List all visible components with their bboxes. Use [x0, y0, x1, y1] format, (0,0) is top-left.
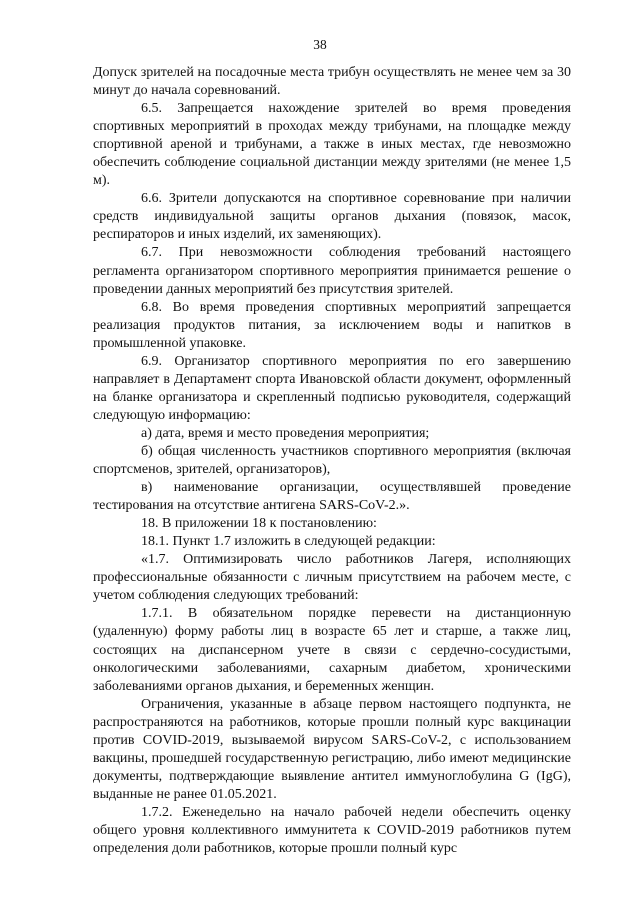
list-item-v: в) наименование организации, осуществлявшей проведение тестирования на отсутствие антигена SARS-CoV-2.». — [93, 480, 571, 514]
paragraph-6-9: 6.9. Организатор спортивного мероприятия по его завершению направляет в Департамент спорта Ивановской области документ, оформленный на бланке организатора и скрепленный подписью руководителя, содержащий следующую информацию: — [93, 353, 571, 423]
list-item-b: б) общая численность участников спортивного мероприятия (включая спортсменов, зрителей, организаторов), — [93, 443, 571, 478]
paragraph-spectators-seating: Допуск зрителей на посадочные места трибун осуществлять не менее чем за 30 минут до начала соревнований. — [93, 65, 571, 99]
paragraph-6-7: 6.7. При невозможности соблюдения требований настоящего регламента организатором спортивного мероприятия принимается решение о проведении данных мероприятий без присутствия зрителей. — [93, 245, 571, 297]
paragraph-1-7-2: 1.7.2. Еженедельно на начало рабочей недели обеспечить оценку общего уровня коллективного иммунитета к COVID-2019 работников путем определения доли работников, которые прошли полный курс — [93, 804, 571, 857]
page-number: 38 — [313, 37, 327, 52]
paragraph-1-7-1: 1.7.1. В обязательном порядке перевести на дистанционную (удаленную) форму работы лиц в возрасте 65 лет и старше, а также лиц, состоящих на диспансерном учете в связи с сердечно-сосудистыми, онкологическими заболеваниями, сахарным диабетом, хроническими заболеваниями органов дыхания, и беременных женщин. — [93, 606, 571, 694]
paragraph-6-6: 6.6. Зрители допускаются на спортивное соревнование при наличии средств индивидуальной защиты органов дыхания (повязок, масок, респираторов и иных изделий, их заменяющих). — [93, 191, 571, 243]
paragraph-6-5: 6.5. Запрещается нахождение зрителей во время проведения спортивных мероприятий в проходах между трибунами, на площадке между спортивной ареной и трибунами, а также в иных местах, где невозможно обеспечить соблюдение социальной дистанции между зрителями (не менее 1,5 м). — [93, 101, 571, 189]
paragraph-18: 18. В приложении 18 к постановлению: — [141, 516, 377, 532]
paragraph-1-7: «1.7. Оптимизировать число работников Лагеря, исполняющих профессиональные обязанности с личным присутствием на рабочем месте, с учетом соблюдения следующих требований: — [93, 552, 571, 604]
paragraph-18-1: 18.1. Пункт 1.7 изложить в следующей редакции: — [141, 534, 436, 550]
paragraph-restrictions: Ограничения, указанные в абзаце первом настоящего подпункта, не распространяются на работников, которые прошли полный курс вакцинации против COVID-2019, вызываемой вирусом SARS-CoV-2, с использованием вакцины, прошедшей государственную регистрацию, либо имеют медицинские документы, подтверждающие выявление антител иммуноглобулина G (IgG), выданные не ранее 01.05.2021. — [93, 696, 571, 802]
document-body — [93, 64, 571, 858]
list-item-a: а) дата, время и место проведения мероприятия; — [141, 425, 430, 441]
paragraph-6-8: 6.8. Во время проведения спортивных мероприятий запрещается реализация продуктов питания, за исключением воды и напитков в промышленной упаковке. — [93, 299, 571, 351]
